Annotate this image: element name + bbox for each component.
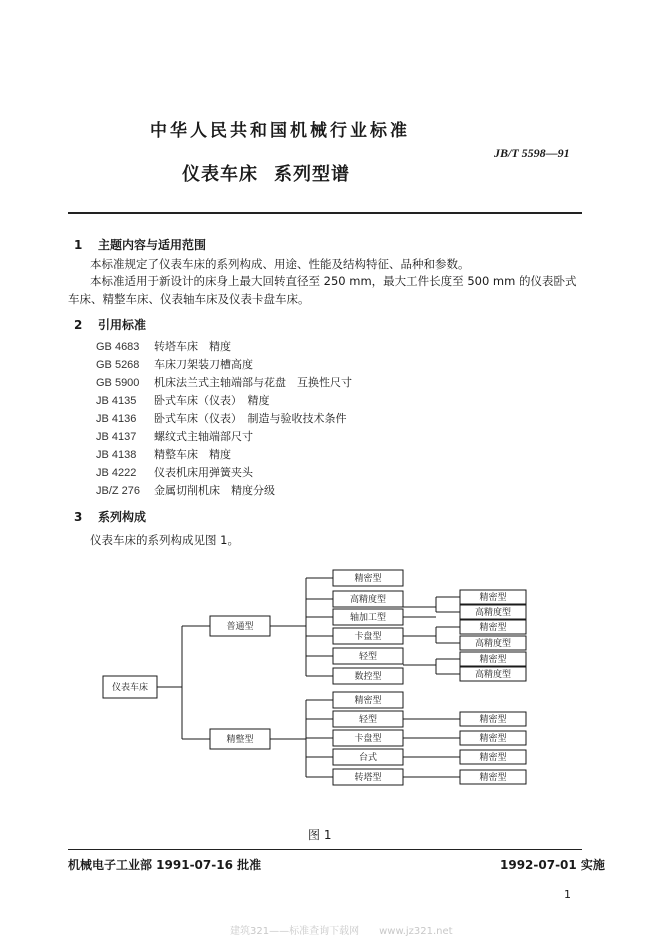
- reference-title: 卧式车床（仪表） 制造与验收技术条件: [154, 412, 347, 425]
- general-item-label: 高精度型: [349, 595, 387, 605]
- reference-title: 仪表机床用弹簧夹头: [154, 466, 253, 479]
- reference-code: GB 5268: [96, 359, 140, 371]
- reference-code: GB 5900: [96, 377, 140, 389]
- finishing-sub-item-label: 精密型: [479, 773, 507, 783]
- general-sub-item-label: 精密型: [479, 655, 507, 665]
- general-item-label: 精密型: [354, 574, 382, 584]
- finishing-sub-item-label: 精密型: [479, 715, 507, 725]
- reference-code: JB 4137: [96, 431, 137, 443]
- section-3-paragraph-1: 仪表车床的系列构成见图 1。: [90, 533, 239, 547]
- reference-title: 卧式车床（仪表） 精度: [154, 394, 270, 407]
- section-2-number: 2: [74, 318, 83, 332]
- general-sub-item-label: 高精度型: [474, 639, 512, 649]
- reference-title: 车床刀架装刀槽高度: [154, 358, 253, 371]
- general-sub-item-label: 精密型: [479, 623, 507, 633]
- figure-caption: 图 1: [308, 828, 332, 842]
- approval-line: 机械电子工业部 1991-07-16 批准: [68, 858, 262, 872]
- finishing-sub-item-label: 精密型: [479, 734, 507, 744]
- page-number: 1: [564, 888, 571, 901]
- section-1-paragraph-2: 本标准适用于新设计的床身上最大回转直径至 250 mm，最大工件长度至 500 mm 的仪表卧式车床、精整车床、仪表轴车床及仪表卡盘车床。: [68, 274, 577, 306]
- finishing-item-label: 台式: [358, 753, 378, 763]
- reference-code: JB 4136: [96, 413, 137, 425]
- section-1-title: 主题内容与适用范围: [98, 238, 207, 252]
- reference-title: 螺纹式主轴端部尺寸: [154, 430, 253, 443]
- general-item-label: 卡盘型: [354, 632, 382, 642]
- reference-code: JB 4138: [96, 449, 137, 461]
- finishing-item-label: 转塔型: [354, 773, 382, 783]
- section-1-number: 1: [74, 238, 83, 252]
- standard-code: JB/T 5598—91: [494, 146, 570, 160]
- reference-code: JB 4135: [96, 395, 137, 407]
- section-3-title: 系列构成: [98, 510, 147, 524]
- document-title-part1: 仪表车床: [182, 164, 258, 185]
- finishing-item-label: 卡盘型: [354, 734, 382, 744]
- group-finishing-label: 精整型: [226, 735, 254, 745]
- section-3-number: 3: [74, 510, 83, 524]
- reference-code: JB 4222: [96, 467, 137, 479]
- finishing-item-label: 轻型: [358, 715, 378, 725]
- reference-title: 金属切削机床 精度分级: [154, 484, 275, 497]
- document-title-part2: 系列型谱: [274, 164, 350, 185]
- reference-title: 转塔车床 精度: [154, 340, 231, 353]
- finishing-item-label: 精密型: [354, 696, 382, 706]
- watermark: 建筑321——标准查询下载网 www.jz321.net: [230, 926, 453, 937]
- root-node-label: 仪表车床: [111, 683, 149, 693]
- reference-code: GB 4683: [96, 341, 140, 353]
- reference-code: JB/Z 276: [96, 485, 141, 497]
- finishing-sub-item-label: 精密型: [479, 753, 507, 763]
- section-2-title: 引用标准: [98, 318, 147, 332]
- general-item-label: 轴加工型: [349, 613, 387, 623]
- reference-title: 精整车床 精度: [154, 448, 231, 461]
- general-item-label: 数控型: [354, 672, 382, 682]
- reference-title: 机床法兰式主轴端部与花盘 互换性尺寸: [154, 376, 352, 389]
- general-sub-item-label: 高精度型: [474, 608, 512, 618]
- general-item-label: 轻型: [358, 652, 378, 662]
- section-1-paragraph-1: 本标准规定了仪表车床的系列构成、用途、性能及结构特征、品种和参数。: [90, 257, 470, 271]
- effective-date: 1992-07-01 实施: [500, 858, 605, 872]
- general-sub-item-label: 高精度型: [474, 670, 512, 680]
- footer-rule: [68, 849, 582, 850]
- group-general-label: 普通型: [226, 622, 254, 632]
- general-sub-item-label: 精密型: [479, 593, 507, 603]
- org-title: 中华人民共和国机械行业标准: [150, 121, 410, 141]
